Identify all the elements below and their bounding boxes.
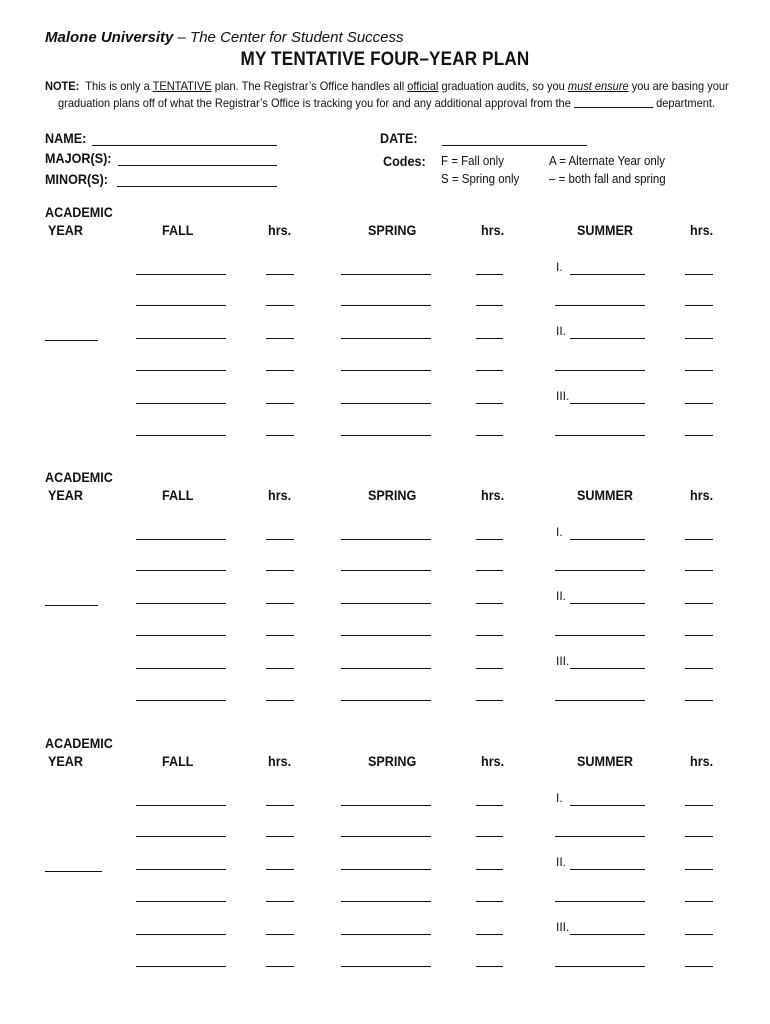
note-text: graduation plans off of what the Registrar’s Office is tracking you for and any additional approval from the: [58, 96, 571, 110]
summer-hrs-field[interactable]: [685, 934, 713, 935]
summer-header: SUMMER: [577, 753, 634, 769]
spring-course-field[interactable]: [341, 934, 431, 935]
academic-label: ACADEMIC: [45, 469, 113, 485]
fall-course-field[interactable]: [136, 603, 226, 604]
spring-course-field[interactable]: [341, 370, 431, 371]
summer-hrs-field[interactable]: [685, 305, 713, 306]
fall-hrs-header: hrs.: [268, 487, 292, 503]
summer-hrs-field[interactable]: [685, 539, 713, 540]
summer-course-field[interactable]: [570, 403, 645, 404]
page-title: MY TENTATIVE FOUR–YEAR PLAN: [240, 49, 530, 70]
summer-course-field[interactable]: [555, 901, 645, 902]
summer-hrs-field[interactable]: [685, 338, 713, 339]
note-text: department.: [656, 96, 716, 110]
fall-hrs-field[interactable]: [266, 603, 294, 604]
spring-header: SPRING: [368, 753, 417, 769]
spring-hrs-field[interactable]: [476, 403, 503, 404]
summer-course-field[interactable]: [570, 668, 645, 669]
spring-hrs-field[interactable]: [476, 836, 503, 837]
spring-hrs-field[interactable]: [476, 570, 503, 571]
code-spring: S = Spring only: [441, 172, 520, 186]
spring-course-field[interactable]: [341, 836, 431, 837]
summer-course-field[interactable]: [555, 635, 645, 636]
summer-hrs-field[interactable]: [685, 901, 713, 902]
fall-course-field[interactable]: [136, 934, 226, 935]
fall-course-field[interactable]: [136, 274, 226, 275]
fall-hrs-header: hrs.: [268, 222, 292, 238]
fall-course-field[interactable]: [136, 869, 226, 870]
code-both: – = both fall and spring: [549, 172, 666, 186]
spring-course-field[interactable]: [341, 539, 431, 540]
spring-header: SPRING: [368, 487, 417, 503]
fall-course-field[interactable]: [136, 435, 226, 436]
spring-hrs-header: hrs.: [481, 753, 505, 769]
fall-hrs-field[interactable]: [266, 370, 294, 371]
summer-course-field[interactable]: [555, 435, 645, 436]
fall-header: FALL: [162, 753, 194, 769]
school-name: Malone University: [45, 29, 174, 46]
date-field[interactable]: [442, 145, 587, 146]
fall-course-field[interactable]: [136, 370, 226, 371]
spring-hrs-field[interactable]: [476, 603, 503, 604]
summer-hrs-field[interactable]: [685, 966, 713, 967]
fall-course-field[interactable]: [136, 403, 226, 404]
summer-course-field[interactable]: [570, 869, 645, 870]
spring-hrs-field[interactable]: [476, 338, 503, 339]
summer-term-label: I.: [556, 791, 563, 805]
fall-course-field[interactable]: [136, 668, 226, 669]
fall-hrs-field[interactable]: [266, 901, 294, 902]
spring-hrs-field[interactable]: [476, 370, 503, 371]
majors-label: MAJOR(S):: [45, 150, 112, 166]
summer-course-field[interactable]: [555, 305, 645, 306]
summer-course-field[interactable]: [570, 338, 645, 339]
fall-hrs-header: hrs.: [268, 753, 292, 769]
summer-term-label: III.: [556, 920, 570, 934]
spring-header: SPRING: [368, 222, 417, 238]
summer-hrs-field[interactable]: [685, 570, 713, 571]
school-subtitle: – The Center for Student Success: [177, 29, 404, 46]
summer-course-field[interactable]: [555, 370, 645, 371]
minors-label: MINOR(S):: [45, 171, 108, 187]
summer-course-field[interactable]: [555, 700, 645, 701]
spring-course-field[interactable]: [341, 869, 431, 870]
summer-hrs-field[interactable]: [685, 403, 713, 404]
summer-course-field[interactable]: [555, 966, 645, 967]
name-field[interactable]: [92, 145, 277, 146]
spring-hrs-field[interactable]: [476, 668, 503, 669]
fall-course-field[interactable]: [136, 700, 226, 701]
fall-course-field[interactable]: [136, 305, 226, 306]
year-field[interactable]: [45, 340, 98, 341]
department-blank[interactable]: [574, 107, 653, 108]
spring-course-field[interactable]: [341, 668, 431, 669]
name-label: NAME:: [45, 130, 87, 146]
summer-term-label: II.: [556, 855, 567, 869]
date-label: DATE:: [380, 130, 418, 146]
spring-course-field[interactable]: [341, 700, 431, 701]
fall-course-field[interactable]: [136, 338, 226, 339]
spring-course-field[interactable]: [341, 305, 431, 306]
note-official: official: [407, 79, 439, 93]
summer-course-field[interactable]: [555, 836, 645, 837]
spring-course-field[interactable]: [341, 403, 431, 404]
summer-header: SUMMER: [577, 487, 634, 503]
fall-hrs-field[interactable]: [266, 934, 294, 935]
fall-course-field[interactable]: [136, 901, 226, 902]
spring-course-field[interactable]: [341, 966, 431, 967]
spring-hrs-field[interactable]: [476, 635, 503, 636]
fall-course-field[interactable]: [136, 539, 226, 540]
spring-hrs-field[interactable]: [476, 934, 503, 935]
fall-hrs-field[interactable]: [266, 338, 294, 339]
year-field[interactable]: [45, 605, 98, 606]
summer-term-label: III.: [556, 654, 570, 668]
year-label: YEAR: [48, 753, 84, 769]
spring-course-field[interactable]: [341, 435, 431, 436]
minors-field[interactable]: [117, 186, 277, 187]
summer-course-field[interactable]: [570, 805, 645, 806]
summer-hrs-header: hrs.: [690, 222, 714, 238]
header-line: [45, 29, 404, 46]
summer-hrs-field[interactable]: [685, 700, 713, 701]
spring-hrs-field[interactable]: [476, 700, 503, 701]
note-text: This is only a: [85, 79, 150, 93]
note-text: plan. The Registrar’s Office handles all: [214, 79, 405, 93]
year-field[interactable]: [45, 871, 102, 872]
fall-course-field[interactable]: [136, 966, 226, 967]
fall-hrs-field[interactable]: [266, 539, 294, 540]
fall-hrs-field[interactable]: [266, 435, 294, 436]
majors-field[interactable]: [118, 165, 277, 166]
summer-hrs-field[interactable]: [685, 635, 713, 636]
fall-course-field[interactable]: [136, 805, 226, 806]
spring-hrs-field[interactable]: [476, 305, 503, 306]
summer-term-label: I.: [556, 525, 563, 539]
summer-hrs-field[interactable]: [685, 603, 713, 604]
academic-label: ACADEMIC: [45, 204, 113, 220]
fall-hrs-field[interactable]: [266, 966, 294, 967]
fall-hrs-field[interactable]: [266, 869, 294, 870]
fall-course-field[interactable]: [136, 635, 226, 636]
spring-course-field[interactable]: [341, 901, 431, 902]
summer-course-field[interactable]: [570, 934, 645, 935]
spring-hrs-field[interactable]: [476, 869, 503, 870]
spring-hrs-header: hrs.: [481, 487, 505, 503]
fall-hrs-field[interactable]: [266, 570, 294, 571]
summer-course-field[interactable]: [570, 539, 645, 540]
note-line-1: [45, 79, 729, 93]
summer-term-label: III.: [556, 389, 570, 403]
fall-hrs-field[interactable]: [266, 274, 294, 275]
note-must-ensure: must ensure: [567, 79, 629, 93]
fall-hrs-field[interactable]: [266, 836, 294, 837]
summer-course-field[interactable]: [570, 603, 645, 604]
spring-hrs-field[interactable]: [476, 274, 503, 275]
year-label: YEAR: [48, 222, 84, 238]
spring-hrs-field[interactable]: [476, 966, 503, 967]
spring-hrs-field[interactable]: [476, 539, 503, 540]
summer-hrs-field[interactable]: [685, 668, 713, 669]
fall-hrs-field[interactable]: [266, 403, 294, 404]
spring-hrs-field[interactable]: [476, 901, 503, 902]
note-label: NOTE:: [45, 79, 80, 93]
fall-hrs-field[interactable]: [266, 305, 294, 306]
fall-header: FALL: [162, 487, 194, 503]
summer-hrs-header: hrs.: [690, 753, 714, 769]
summer-hrs-field[interactable]: [685, 805, 713, 806]
summer-header: SUMMER: [577, 222, 634, 238]
spring-course-field[interactable]: [341, 603, 431, 604]
fall-hrs-field[interactable]: [266, 805, 294, 806]
codes-label: Codes:: [383, 153, 426, 169]
summer-hrs-field[interactable]: [685, 435, 713, 436]
summer-term-label: I.: [556, 260, 563, 274]
summer-term-label: II.: [556, 589, 567, 603]
fall-hrs-field[interactable]: [266, 668, 294, 669]
spring-course-field[interactable]: [341, 338, 431, 339]
note-text: you are basing your: [631, 79, 729, 93]
spring-course-field[interactable]: [341, 635, 431, 636]
note-tentative: TENTATIVE: [152, 79, 212, 93]
note-line-2: [58, 96, 715, 110]
spring-hrs-field[interactable]: [476, 435, 503, 436]
fall-hrs-field[interactable]: [266, 635, 294, 636]
summer-hrs-field[interactable]: [685, 836, 713, 837]
code-fall: F = Fall only: [441, 154, 504, 168]
spring-course-field[interactable]: [341, 570, 431, 571]
summer-course-field[interactable]: [555, 570, 645, 571]
fall-hrs-field[interactable]: [266, 700, 294, 701]
fall-header: FALL: [162, 222, 194, 238]
summer-hrs-field[interactable]: [685, 274, 713, 275]
spring-hrs-header: hrs.: [481, 222, 505, 238]
summer-course-field[interactable]: [570, 274, 645, 275]
summer-term-label: II.: [556, 324, 567, 338]
year-label: YEAR: [48, 487, 84, 503]
note-text: graduation audits, so you: [441, 79, 565, 93]
academic-label: ACADEMIC: [45, 735, 113, 751]
spring-course-field[interactable]: [341, 274, 431, 275]
spring-hrs-field[interactable]: [476, 805, 503, 806]
fall-course-field[interactable]: [136, 836, 226, 837]
code-alternate: A = Alternate Year only: [549, 154, 666, 168]
fall-course-field[interactable]: [136, 570, 226, 571]
summer-hrs-header: hrs.: [690, 487, 714, 503]
summer-hrs-field[interactable]: [685, 370, 713, 371]
spring-course-field[interactable]: [341, 805, 431, 806]
summer-hrs-field[interactable]: [685, 869, 713, 870]
